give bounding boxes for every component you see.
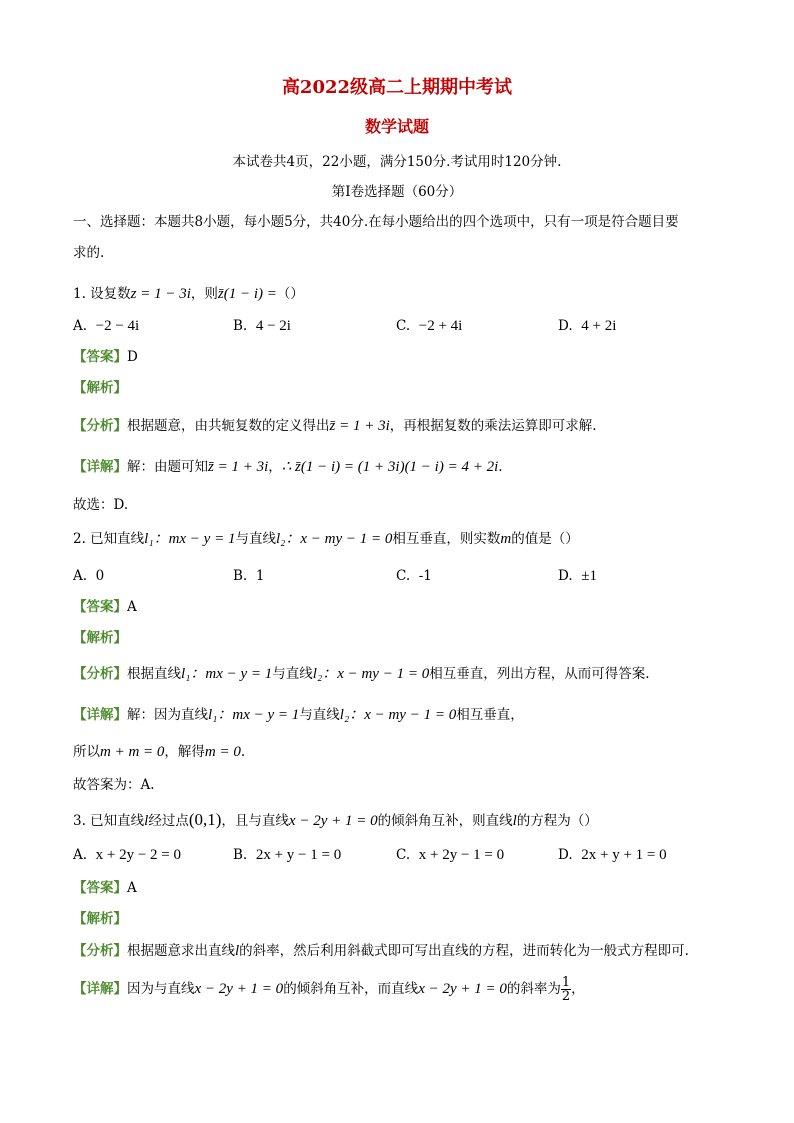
q2-solution-line: 所以m + m = 0，解得m = 0. (73, 744, 246, 760)
q1-math-z: z = 1 − 3i (130, 286, 191, 302)
q1-stem-post: （） (276, 286, 304, 302)
q1-option-c[interactable]: C. −2 + 4i (396, 318, 463, 334)
q2-xiangjie: 【详解】解：因为直线l₁：mx − y = 1与直线l₂：x − my − 1 = 0相互垂直， (73, 707, 524, 723)
q1-option-a[interactable]: A. −2 − 4i (73, 318, 140, 334)
q2-stem: 2. 已知直线l₁：mx − y = 1与直线l₂：x − my − 1 = 0相互垂直，则实数m的值是（） (73, 531, 579, 547)
q2-option-b[interactable]: B. 1 (233, 568, 265, 584)
instructions-line-2: 求的. (73, 245, 105, 261)
q3-stem: 3. 已知直线l经过点(0,1)，且与直线x − 2y + 1 = 0的倾斜角互补，则直线l的方程为（） (73, 810, 598, 829)
q1-option-b[interactable]: B. 4 − 2i (233, 318, 291, 334)
q1-math-expr: z̄(1 − i) = (217, 286, 277, 302)
q2-fenxi: 【分析】根据直线l₁：mx − y = 1与直线l₂：x − my − 1 = 0相互垂直，列出方程，从而可得答案. (73, 666, 650, 682)
q3-answer: 【答案】A (73, 880, 137, 896)
q3-option-a[interactable]: A. x + 2y − 2 = 0 (73, 847, 182, 863)
exam-subtitle: 数学试题 (364, 117, 429, 136)
instructions-line-1: 一、选择题：本题共8小题，每小题5分，共40分.在每小题给出的四个选项中，只有一项是符合题目要 (73, 214, 679, 230)
section-heading: 第Ⅰ卷选择题（60分） (331, 184, 463, 200)
q3-fenxi: 【分析】根据题意求出直线l的斜率，然后利用斜截式即可写出直线的方程，进而转化为一般式方程即可. (73, 943, 689, 959)
q2-analysis-label: 【解析】 (73, 630, 127, 646)
q1-option-d[interactable]: D. 4 + 2i (558, 318, 617, 334)
q1-xiangjie: 【详解】解：由题可知z̄ = 1 + 3i，∴ z̄(1 − i) = (1 + 3i)(1 − i) = 4 + 2i. (73, 459, 503, 475)
q1-stem-mid: ，则 (190, 286, 218, 302)
q2-option-c[interactable]: C. -1 (396, 568, 432, 584)
exam-title: 高2022级高二上期期中考试 (281, 77, 513, 98)
q3-option-d[interactable]: D. 2x + y + 1 = 0 (558, 847, 667, 863)
q3-analysis-label: 【解析】 (73, 911, 127, 927)
q1-fenxi: 【分析】根据题意，由共轭复数的定义得出z̄ = 1 + 3i，再根据复数的乘法运算即可求解. (73, 418, 597, 434)
q1-stem (73, 285, 304, 303)
q1-conclusion: 故选：D. (73, 497, 129, 513)
q1-analysis-label: 【解析】 (73, 380, 127, 396)
q1-answer: 【答案】D (73, 349, 138, 365)
q3-xiangjie: 【详解】因为与直线x − 2y + 1 = 0的倾斜角互补，而直线x − 2y + 1 = 0的斜率为 $\frac{1}{2}$ ， (73, 975, 585, 1004)
q3-option-b[interactable]: B. 2x + y − 1 = 0 (233, 847, 342, 863)
slope-fraction: $\frac{1}{2}$ (561, 975, 571, 1004)
q3-option-c[interactable]: C. x + 2y − 1 = 0 (396, 847, 505, 863)
q2-answer: 【答案】A (73, 599, 137, 615)
exam-intro: 本试卷共4页，22小题，满分150分.考试用时120分钟. (232, 154, 562, 170)
q2-option-d[interactable]: D. ±1 (558, 568, 597, 584)
q1-stem-text: 1. 设复数 (73, 286, 131, 302)
q2-conclusion: 故答案为：A. (73, 777, 155, 793)
q2-option-a[interactable]: A. 0 (73, 568, 105, 584)
